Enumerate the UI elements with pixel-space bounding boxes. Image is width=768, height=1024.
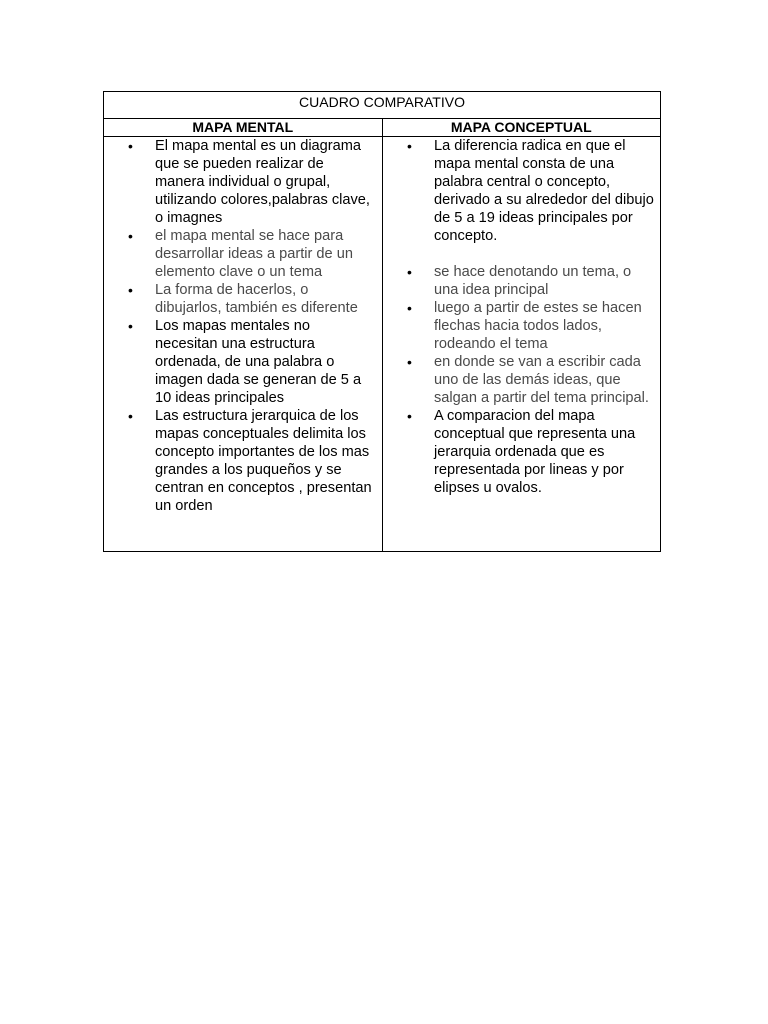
list-item: • Las estructura jerarquica de los mapas conceptuales delimita los concepto importantes de los mas grandes a los puqueños y se centran en conceptos , presentan un orden: [104, 407, 382, 515]
bullet-list-mapa-mental: [104, 137, 382, 515]
list-item: • en donde se van a escribir cada uno de las demás ideas, que salgan a partir del tema principal.: [383, 353, 660, 407]
table-title: CUADRO COMPARATIVO: [104, 92, 660, 119]
list-item: • luego a partir de estes se hacen flechas hacia todos lados, rodeando el tema: [383, 299, 660, 353]
column-header-mapa-mental: MAPA MENTAL: [192, 119, 294, 135]
list-item: • se hace denotando un tema, o una idea principal: [383, 263, 660, 299]
column-header-mapa-conceptual: MAPA CONCEPTUAL: [382, 119, 661, 136]
list-item: • La diferencia radica en que el mapa mental consta de una palabra central o concepto, derivado a su alrededor del dibujo de 5 a 19 ideas principales por concepto.: [383, 137, 660, 245]
list-item: • La forma de hacerlos, o dibujarlos, también es diferente: [104, 281, 382, 317]
bullet-list-mapa-conceptual: [383, 137, 660, 497]
column-mapa-mental: [104, 137, 382, 551]
list-item: • Los mapas mentales no necesitan una estructura ordenada, de una palabra o imagen dada se generan de 5 a 10 ideas principales: [104, 317, 382, 407]
list-item: • el mapa mental se hace para desarrollar ideas a partir de un elemento clave o un tema: [104, 227, 382, 281]
list-item: • El mapa mental es un diagrama que se pueden realizar de manera individual o grupal, utilizando colores,palabras clave, o imagnes: [104, 137, 382, 227]
column-mapa-conceptual: [382, 137, 660, 551]
table-header-row: [104, 119, 660, 137]
list-item: • A comparacion del mapa conceptual que representa una jerarquia ordenada que es representada por lineas y por elipses u ovalos.: [383, 407, 660, 497]
table-body-row: [104, 137, 660, 551]
comparison-table: [103, 91, 661, 552]
